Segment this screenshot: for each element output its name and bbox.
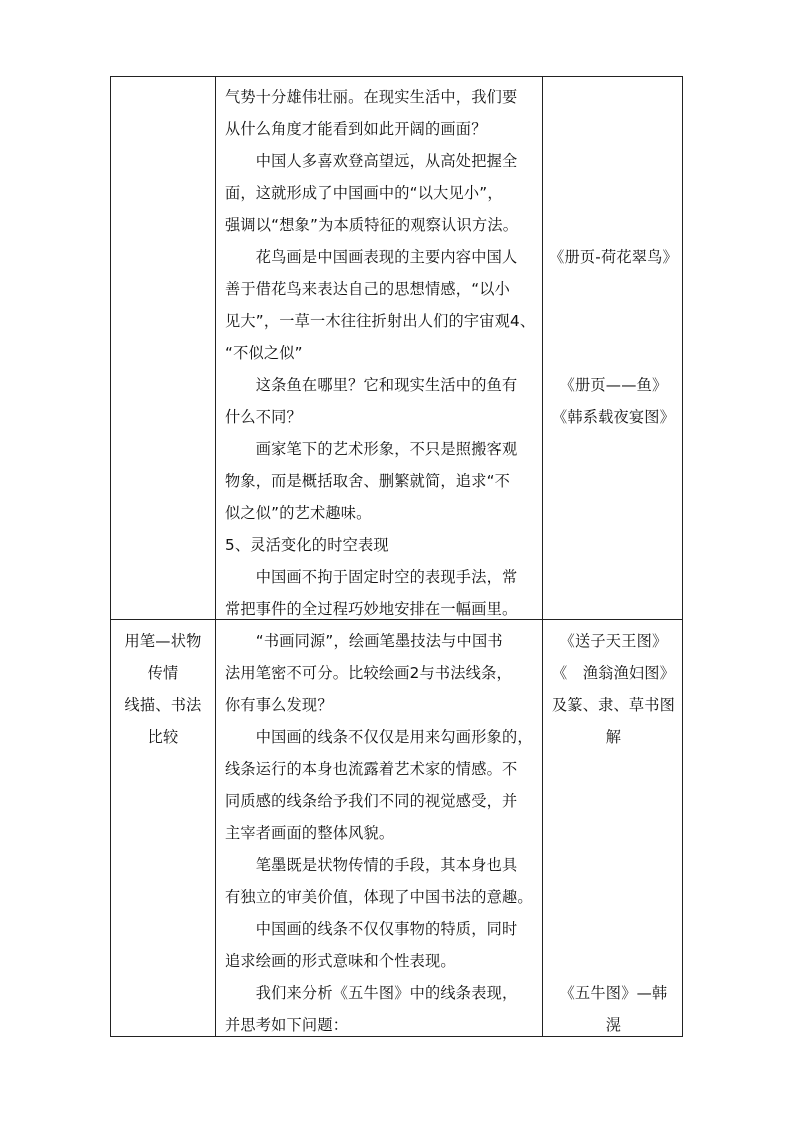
text-line: 你有事么发现？ — [225, 696, 333, 714]
text-line: 主宰者画面的整体风貌。 — [225, 824, 395, 842]
artwork-title: 《册页——鱼》 — [559, 376, 668, 394]
text-line: 法用笔密不可分。比较绘画2与书法线条， — [225, 664, 512, 682]
lesson-table — [110, 76, 683, 1037]
text-line: 追求绘画的形式意味和个性表现。 — [225, 952, 456, 970]
text-line: 中国画不拘于固定时空的表现手法，常 — [225, 568, 518, 586]
text-line: “不似之似” — [225, 344, 303, 362]
text-line: 同质感的线条给予我们不同的视觉感受，并 — [225, 792, 518, 810]
text-line: “书画同源”，绘画笔墨技法与中国书 — [225, 632, 503, 650]
artwork-title: 解 — [605, 728, 622, 746]
column-divider — [542, 77, 543, 1036]
text-line: 从什么角度才能看到如此开阔的画面？ — [225, 120, 487, 138]
text-line: 笔墨既是状物传情的手段，其本身也具 — [225, 856, 518, 874]
topic-label: 传情 — [147, 664, 179, 682]
text-line: 常把事件的全过程巧妙地安排在一幅画里。 — [225, 600, 518, 618]
row-divider — [111, 619, 682, 620]
topic-label: 比较 — [147, 728, 179, 746]
text-line: 中国人多喜欢登高望远，从高处把握全 — [225, 152, 518, 170]
text-line: 强调以“想象”为本质特征的观察认识方法。 — [225, 216, 519, 234]
text-line: 气势十分雄伟壮丽。在现实生活中，我们要 — [225, 88, 518, 106]
artwork-title: 《送子天王图》 — [559, 632, 668, 650]
text-line: 画家笔下的艺术形象，不只是照搬客观 — [225, 440, 518, 458]
text-line: 线条运行的本身也流露着艺术家的情感。不 — [225, 760, 518, 778]
section-heading: 5、灵活变化的时空表现 — [225, 536, 389, 554]
artwork-title: 及篆、隶、草书图 — [551, 696, 676, 714]
text-line: 物象，而是概括取舍、删繁就简，追求“不 — [225, 472, 511, 490]
text-line: 似之似”的艺术趣味。 — [225, 504, 372, 522]
text-line: 我们来分析《五牛图》中的线条表现， — [225, 984, 518, 1002]
text-line: 有独立的审美价值，体现了中国书法的意趣。 — [225, 888, 533, 906]
topic-label: 线描、书法 — [124, 696, 202, 714]
text-line: 花鸟画是中国画表现的主要内容中国人 — [225, 248, 518, 266]
text-line: 什么不同？ — [225, 408, 302, 426]
artwork-title: 《册页-荷花翠鸟》 — [549, 248, 678, 266]
artwork-title: 《五牛图》—韩 — [559, 984, 668, 1002]
text-line: 见大”，一草一木往往折射出人们的宇宙观4、 — [225, 312, 536, 330]
text-line: 面，这就形成了中国画中的“以大见小”， — [225, 184, 503, 202]
artwork-title: 滉 — [605, 1016, 622, 1034]
text-line: 这条鱼在哪里？它和现实生活中的鱼有 — [225, 376, 518, 394]
column-divider — [215, 77, 216, 1036]
topic-label: 用笔—状物 — [124, 632, 202, 650]
text-line: 善于借花鸟来表达自己的思想情感，“以小 — [225, 280, 511, 298]
text-line: 中国画的线条不仅仅事物的特质，同时 — [225, 920, 518, 938]
text-line: 中国画的线条不仅仅是用来勾画形象的， — [225, 728, 533, 746]
artwork-title: 《 渔翁渔妇图》 — [551, 664, 676, 682]
artwork-title: 《韩系载夜宴图》 — [551, 408, 676, 426]
text-line: 并思考如下问题： — [225, 1016, 349, 1034]
